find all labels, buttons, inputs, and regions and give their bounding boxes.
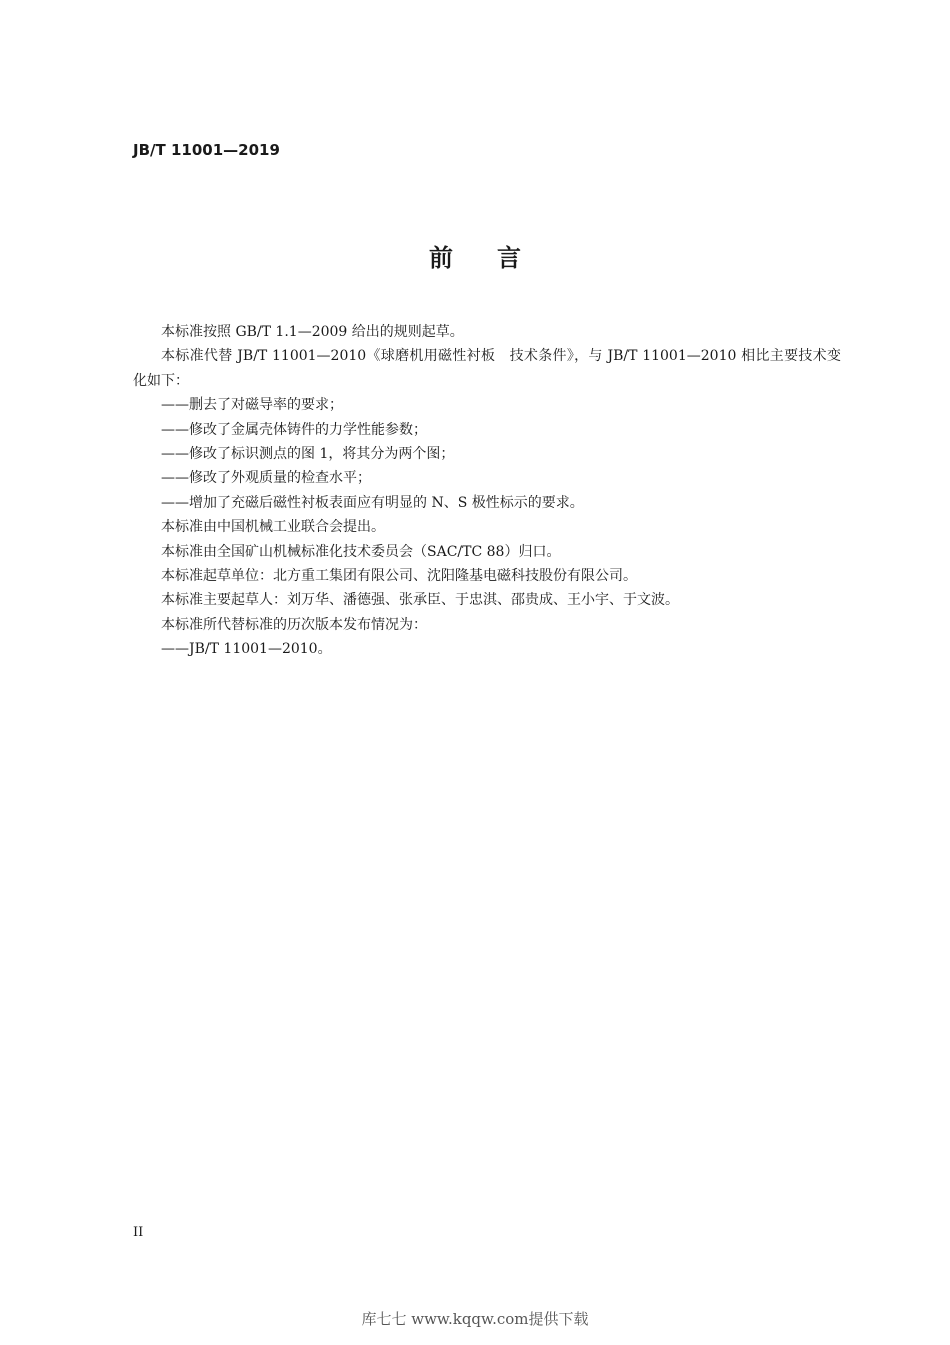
paragraph-committee: 本标准由全国矿山机械标准化技术委员会（SAC/TC 88）归口。 <box>161 543 561 560</box>
list-item-change: ——修改了外观质量的检查水平； <box>161 470 371 487</box>
paragraph-drafting-rules: 本标准按照 GB/T 1.1—2009 给出的规则起草。 <box>161 324 464 340</box>
foreword-body <box>133 320 841 662</box>
paragraph-proposer: 本标准由中国机械工业联合会提出。 <box>161 519 385 536</box>
paragraph-history: 本标准所代替标准的历次版本发布情况为： <box>161 616 427 633</box>
paragraph-drafters: 本标准主要起草人：刘万华、潘德强、张承臣、于忠淇、邵贵成、王小宇、于文波。 <box>161 592 679 609</box>
list-item-change: ——修改了金属壳体铸件的力学性能参数； <box>161 421 427 438</box>
list-item-history: ——JB/T 11001—2010。 <box>161 641 332 658</box>
list-item-change: ——删去了对磁导率的要求； <box>161 397 343 414</box>
list-item-change: ——修改了标识测点的图 1，将其分为两个图； <box>161 446 455 463</box>
list-item-change: ——增加了充磁后磁性衬板表面应有明显的 N、S 极性标示的要求。 <box>161 494 584 511</box>
page-number: II <box>133 1225 144 1240</box>
standard-number-header: JB/T 11001—2019 <box>133 141 280 159</box>
paragraph-replacement: 本标准代替 JB/T 11001—2010《球磨机用磁性衬板 技术条件》，与 JB/T 11001—2010 相比主要技术变化如下： <box>133 348 841 389</box>
download-watermark-footer: 库七七 www.kqqw.com提供下载 <box>361 1310 589 1328</box>
page-title: 前言 <box>429 244 565 272</box>
paragraph-drafting-units: 本标准起草单位：北方重工集团有限公司、沈阳隆基电磁科技股份有限公司。 <box>161 568 637 585</box>
